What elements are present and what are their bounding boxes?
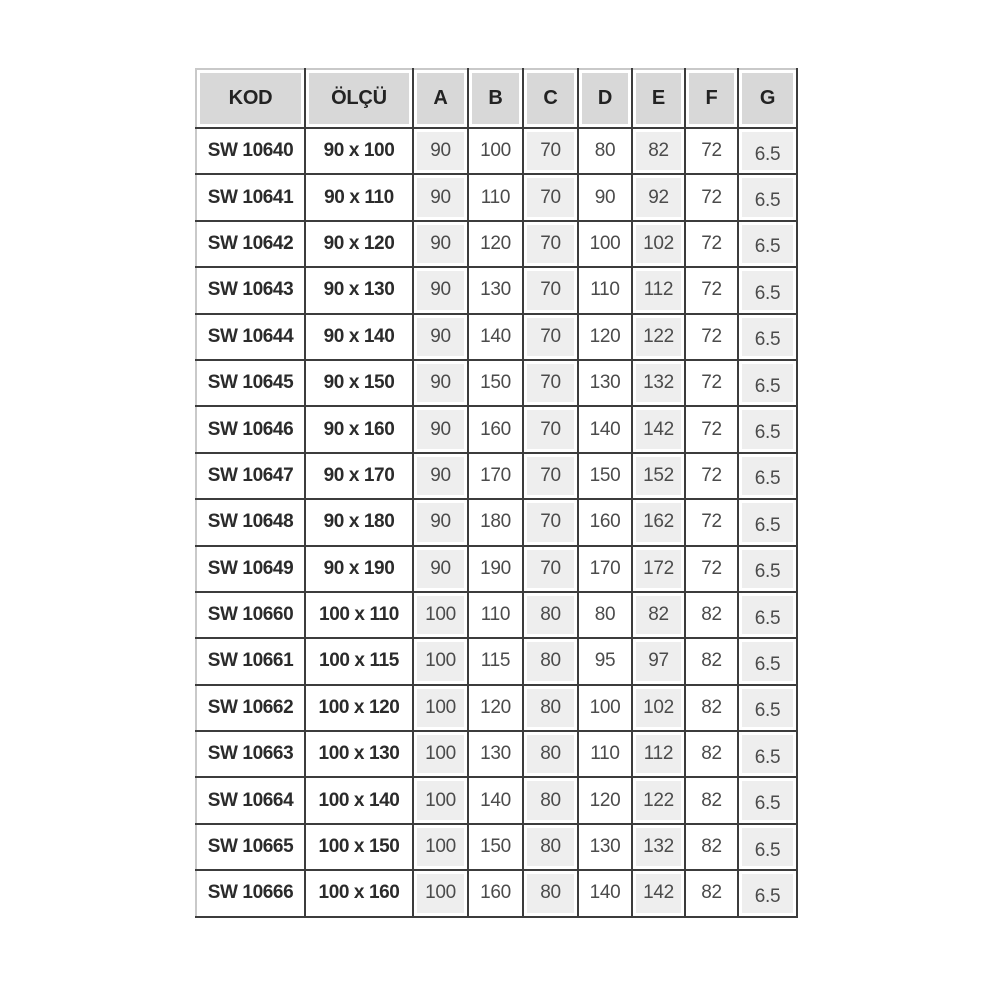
value-cell: 112 xyxy=(632,267,685,313)
value-cell: 140 xyxy=(468,777,523,823)
kod-cell: SW 10663 xyxy=(196,731,305,777)
value-cell: 70 xyxy=(523,314,578,360)
value-cell: 90 xyxy=(413,453,468,499)
kod-cell: SW 10640 xyxy=(196,128,305,174)
olcu-cell: 100 x 140 xyxy=(305,777,413,823)
value-cell: 100 xyxy=(468,128,523,174)
value-cell: 80 xyxy=(523,731,578,777)
header-row xyxy=(196,69,797,128)
value-cell: 162 xyxy=(632,499,685,545)
table-row xyxy=(196,406,797,452)
value-cell: 82 xyxy=(685,685,738,731)
value-cell: 100 xyxy=(413,685,468,731)
column-header-d: D xyxy=(578,69,632,128)
column-header-e: E xyxy=(632,69,685,128)
value-cell: 70 xyxy=(523,267,578,313)
value-cell: 72 xyxy=(685,221,738,267)
value-cell: 70 xyxy=(523,221,578,267)
value-cell: 72 xyxy=(685,314,738,360)
value-cell: 100 xyxy=(413,638,468,684)
value-cell: 6.5 xyxy=(738,824,797,870)
kod-cell: SW 10661 xyxy=(196,638,305,684)
value-cell: 6.5 xyxy=(738,777,797,823)
kod-cell: SW 10649 xyxy=(196,546,305,592)
kod-cell: SW 10664 xyxy=(196,777,305,823)
table-row xyxy=(196,360,797,406)
value-cell: 132 xyxy=(632,824,685,870)
column-header-f: F xyxy=(685,69,738,128)
value-cell: 82 xyxy=(685,777,738,823)
olcu-cell: 100 x 130 xyxy=(305,731,413,777)
table-body xyxy=(196,128,797,917)
value-cell: 172 xyxy=(632,546,685,592)
olcu-cell: 100 x 160 xyxy=(305,870,413,916)
kod-cell: SW 10644 xyxy=(196,314,305,360)
value-cell: 152 xyxy=(632,453,685,499)
value-cell: 120 xyxy=(468,221,523,267)
table-row xyxy=(196,777,797,823)
value-cell: 97 xyxy=(632,638,685,684)
table-row xyxy=(196,592,797,638)
olcu-cell: 90 x 140 xyxy=(305,314,413,360)
value-cell: 72 xyxy=(685,360,738,406)
value-cell: 112 xyxy=(632,731,685,777)
kod-cell: SW 10643 xyxy=(196,267,305,313)
value-cell: 70 xyxy=(523,360,578,406)
value-cell: 70 xyxy=(523,546,578,592)
value-cell: 70 xyxy=(523,453,578,499)
table-row xyxy=(196,499,797,545)
kod-cell: SW 10646 xyxy=(196,406,305,452)
value-cell: 142 xyxy=(632,406,685,452)
olcu-cell: 90 x 110 xyxy=(305,174,413,220)
kod-cell: SW 10665 xyxy=(196,824,305,870)
kod-cell: SW 10662 xyxy=(196,685,305,731)
value-cell: 80 xyxy=(523,592,578,638)
spec-table-container xyxy=(195,68,798,918)
value-cell: 72 xyxy=(685,453,738,499)
olcu-cell: 90 x 120 xyxy=(305,221,413,267)
value-cell: 6.5 xyxy=(738,638,797,684)
table-row xyxy=(196,267,797,313)
value-cell: 180 xyxy=(468,499,523,545)
value-cell: 120 xyxy=(578,314,632,360)
value-cell: 70 xyxy=(523,406,578,452)
value-cell: 100 xyxy=(413,824,468,870)
value-cell: 6.5 xyxy=(738,453,797,499)
value-cell: 6.5 xyxy=(738,499,797,545)
value-cell: 6.5 xyxy=(738,174,797,220)
value-cell: 110 xyxy=(578,267,632,313)
kod-cell: SW 10647 xyxy=(196,453,305,499)
value-cell: 122 xyxy=(632,314,685,360)
value-cell: 100 xyxy=(578,221,632,267)
value-cell: 72 xyxy=(685,406,738,452)
kod-cell: SW 10645 xyxy=(196,360,305,406)
value-cell: 110 xyxy=(578,731,632,777)
value-cell: 90 xyxy=(413,267,468,313)
table-row xyxy=(196,870,797,916)
value-cell: 102 xyxy=(632,221,685,267)
value-cell: 150 xyxy=(468,824,523,870)
value-cell: 82 xyxy=(685,638,738,684)
value-cell: 100 xyxy=(578,685,632,731)
table-row xyxy=(196,174,797,220)
value-cell: 90 xyxy=(413,360,468,406)
value-cell: 190 xyxy=(468,546,523,592)
value-cell: 72 xyxy=(685,267,738,313)
value-cell: 100 xyxy=(413,870,468,916)
value-cell: 170 xyxy=(578,546,632,592)
value-cell: 70 xyxy=(523,499,578,545)
value-cell: 140 xyxy=(578,870,632,916)
value-cell: 110 xyxy=(468,174,523,220)
table-row xyxy=(196,638,797,684)
value-cell: 90 xyxy=(413,546,468,592)
value-cell: 72 xyxy=(685,499,738,545)
value-cell: 100 xyxy=(413,592,468,638)
table-row xyxy=(196,221,797,267)
value-cell: 90 xyxy=(413,314,468,360)
value-cell: 160 xyxy=(468,870,523,916)
value-cell: 6.5 xyxy=(738,221,797,267)
value-cell: 80 xyxy=(523,777,578,823)
olcu-cell: 90 x 170 xyxy=(305,453,413,499)
olcu-cell: 90 x 150 xyxy=(305,360,413,406)
value-cell: 82 xyxy=(632,592,685,638)
olcu-cell: 90 x 100 xyxy=(305,128,413,174)
table-row xyxy=(196,453,797,499)
olcu-cell: 90 x 190 xyxy=(305,546,413,592)
kod-cell: SW 10642 xyxy=(196,221,305,267)
table-row xyxy=(196,546,797,592)
value-cell: 80 xyxy=(523,638,578,684)
value-cell: 6.5 xyxy=(738,870,797,916)
value-cell: 92 xyxy=(632,174,685,220)
value-cell: 170 xyxy=(468,453,523,499)
value-cell: 90 xyxy=(413,174,468,220)
value-cell: 122 xyxy=(632,777,685,823)
column-header-kod: KOD xyxy=(196,69,305,128)
value-cell: 6.5 xyxy=(738,406,797,452)
kod-cell: SW 10648 xyxy=(196,499,305,545)
value-cell: 6.5 xyxy=(738,128,797,174)
value-cell: 130 xyxy=(468,731,523,777)
value-cell: 6.5 xyxy=(738,360,797,406)
value-cell: 130 xyxy=(578,360,632,406)
value-cell: 70 xyxy=(523,174,578,220)
value-cell: 90 xyxy=(413,128,468,174)
value-cell: 95 xyxy=(578,638,632,684)
olcu-cell: 90 x 180 xyxy=(305,499,413,545)
olcu-cell: 90 x 160 xyxy=(305,406,413,452)
value-cell: 80 xyxy=(523,824,578,870)
olcu-cell: 100 x 115 xyxy=(305,638,413,684)
kod-cell: SW 10666 xyxy=(196,870,305,916)
value-cell: 130 xyxy=(578,824,632,870)
value-cell: 100 xyxy=(413,731,468,777)
value-cell: 90 xyxy=(578,174,632,220)
value-cell: 132 xyxy=(632,360,685,406)
value-cell: 120 xyxy=(468,685,523,731)
value-cell: 90 xyxy=(413,221,468,267)
value-cell: 110 xyxy=(468,592,523,638)
value-cell: 72 xyxy=(685,546,738,592)
table-row xyxy=(196,128,797,174)
value-cell: 6.5 xyxy=(738,731,797,777)
value-cell: 80 xyxy=(578,592,632,638)
column-header-c: C xyxy=(523,69,578,128)
value-cell: 90 xyxy=(413,499,468,545)
value-cell: 6.5 xyxy=(738,685,797,731)
kod-cell: SW 10641 xyxy=(196,174,305,220)
value-cell: 140 xyxy=(468,314,523,360)
value-cell: 82 xyxy=(685,870,738,916)
value-cell: 70 xyxy=(523,128,578,174)
value-cell: 140 xyxy=(578,406,632,452)
value-cell: 100 xyxy=(413,777,468,823)
value-cell: 82 xyxy=(685,824,738,870)
value-cell: 142 xyxy=(632,870,685,916)
table-row xyxy=(196,824,797,870)
column-header-a: A xyxy=(413,69,468,128)
value-cell: 80 xyxy=(523,685,578,731)
dimension-spec-table xyxy=(195,68,798,918)
value-cell: 82 xyxy=(685,592,738,638)
olcu-cell: 90 x 130 xyxy=(305,267,413,313)
olcu-cell: 100 x 120 xyxy=(305,685,413,731)
value-cell: 160 xyxy=(468,406,523,452)
value-cell: 6.5 xyxy=(738,546,797,592)
value-cell: 6.5 xyxy=(738,592,797,638)
value-cell: 80 xyxy=(523,870,578,916)
value-cell: 80 xyxy=(578,128,632,174)
value-cell: 130 xyxy=(468,267,523,313)
value-cell: 120 xyxy=(578,777,632,823)
value-cell: 72 xyxy=(685,174,738,220)
column-header--l-: ÖLÇÜ xyxy=(305,69,413,128)
value-cell: 72 xyxy=(685,128,738,174)
column-header-g: G xyxy=(738,69,797,128)
value-cell: 150 xyxy=(578,453,632,499)
value-cell: 160 xyxy=(578,499,632,545)
value-cell: 102 xyxy=(632,685,685,731)
value-cell: 6.5 xyxy=(738,314,797,360)
table-row xyxy=(196,731,797,777)
olcu-cell: 100 x 150 xyxy=(305,824,413,870)
olcu-cell: 100 x 110 xyxy=(305,592,413,638)
value-cell: 82 xyxy=(685,731,738,777)
table-row xyxy=(196,685,797,731)
value-cell: 150 xyxy=(468,360,523,406)
table-row xyxy=(196,314,797,360)
value-cell: 90 xyxy=(413,406,468,452)
value-cell: 6.5 xyxy=(738,267,797,313)
value-cell: 115 xyxy=(468,638,523,684)
column-header-b: B xyxy=(468,69,523,128)
value-cell: 82 xyxy=(632,128,685,174)
kod-cell: SW 10660 xyxy=(196,592,305,638)
